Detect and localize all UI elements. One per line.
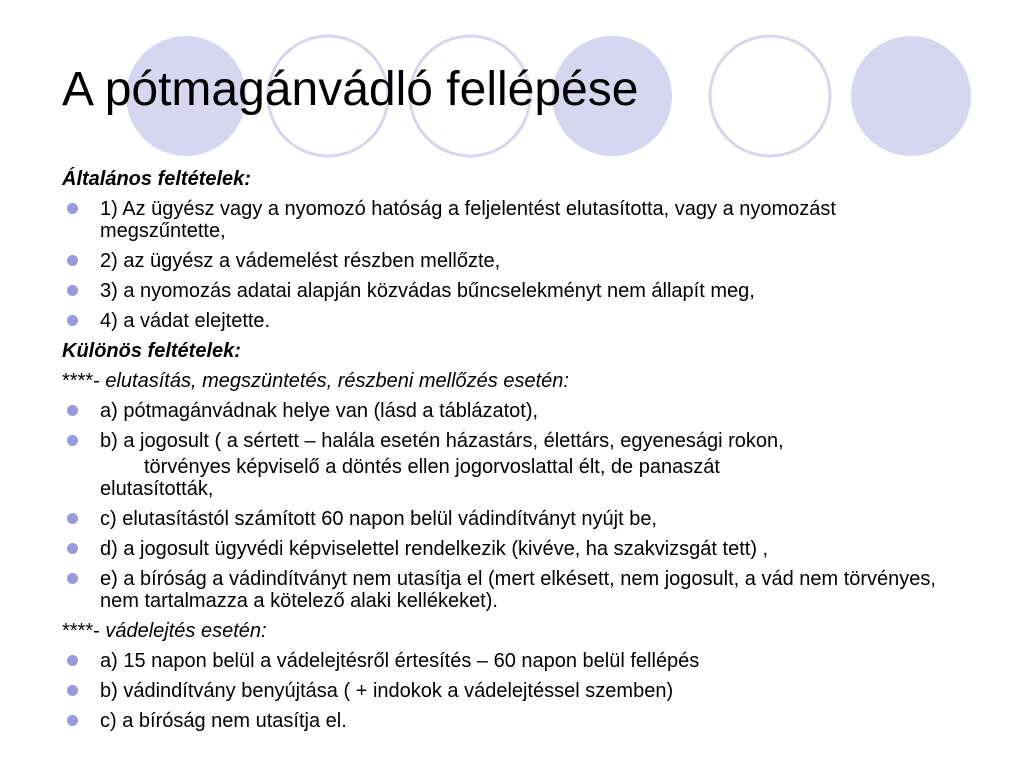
list-item-text: 3) a nyomozás adatai alapján közvádas bűncselekményt nem állapít meg,: [100, 280, 755, 302]
list-item: [62, 538, 962, 560]
bullet-icon: [67, 285, 78, 296]
bullet-icon: [67, 203, 78, 214]
list-item-text: b) a jogosult ( a sértett – halála esetén házastárs, élettárs, egyenesági rokon,: [100, 430, 784, 452]
continuation-text: elutasították,: [100, 478, 214, 500]
subheading-text: elutasítás, megszüntetés, részbeni mellőzés esetén:: [105, 370, 569, 392]
list-item-continuation: [62, 456, 962, 500]
list-item: [62, 680, 962, 702]
subheading-withdrawal: [62, 620, 962, 642]
heading-general-conditions: [62, 168, 962, 190]
bullet-icon: [67, 513, 78, 524]
list-item: [62, 250, 962, 272]
list-item-text: c) elutasítástól számított 60 napon belül vádindítványt nyújt be,: [100, 508, 657, 530]
bullet-icon: [67, 715, 78, 726]
slide-content: [62, 168, 962, 740]
list-item-text: b) vádindítvány benyújtása ( + indokok a vádelejtéssel szemben): [100, 680, 674, 702]
list-item-text: a) 15 napon belül a vádelejtésről értesítés – 60 napon belül fellépés: [100, 650, 700, 672]
list-item: [62, 568, 962, 612]
list-item: [62, 430, 962, 452]
slide-title: A pótmagánvádló fellépése: [62, 63, 639, 116]
list-item-text: 4) a vádat elejtette.: [100, 310, 271, 332]
bullet-icon: [67, 405, 78, 416]
subheading-rejection: [62, 370, 962, 392]
list-item: [62, 198, 962, 242]
heading-text: Általános feltételek:: [62, 168, 251, 190]
list-item: [62, 650, 962, 672]
outline-circle: [710, 36, 830, 156]
bullet-icon: [67, 435, 78, 446]
bullet-icon: [67, 655, 78, 666]
subheading-prefix: ****-: [62, 620, 106, 642]
bullet-icon: [67, 573, 78, 584]
bullet-icon: [67, 255, 78, 266]
list-item: [62, 310, 962, 332]
list-item: [62, 280, 962, 302]
list-item: [62, 710, 962, 732]
bullet-icon: [67, 543, 78, 554]
list-item-text: 1) Az ügyész vagy a nyomozó hatóság a feljelentést elutasította, vagy a nyomozást megszűntette,: [100, 198, 836, 242]
list-item-text: a) pótmagánvádnak helye van (lásd a táblázatot),: [100, 400, 539, 422]
list-item-text: 2) az ügyész a vádemelést részben mellőzte,: [100, 250, 501, 272]
bullet-icon: [67, 685, 78, 696]
heading-text: Különös feltételek:: [62, 340, 241, 362]
filled-circle: [851, 36, 971, 156]
continuation-text: törvényes képviselő a döntés ellen jogorvoslattal élt, de panaszát: [144, 456, 720, 478]
subheading-prefix: ****-: [62, 370, 106, 392]
list-item: [62, 400, 962, 422]
subheading-text: vádelejtés esetén:: [105, 620, 267, 642]
list-item-text: d) a jogosult ügyvédi képviselettel rendelkezik (kivéve, ha szakvizsgát tett) ,: [100, 538, 769, 560]
list-item: [62, 508, 962, 530]
list-item-text: e) a bíróság a vádindítványt nem utasítja el (mert elkésett, nem jogosult, a vád nem törvényes, nem tartalmazza a kötelező alaki kellékeket).: [100, 568, 936, 612]
heading-special-conditions: [62, 340, 962, 362]
list-item-text: c) a bíróság nem utasítja el.: [100, 710, 347, 732]
bullet-icon: [67, 315, 78, 326]
